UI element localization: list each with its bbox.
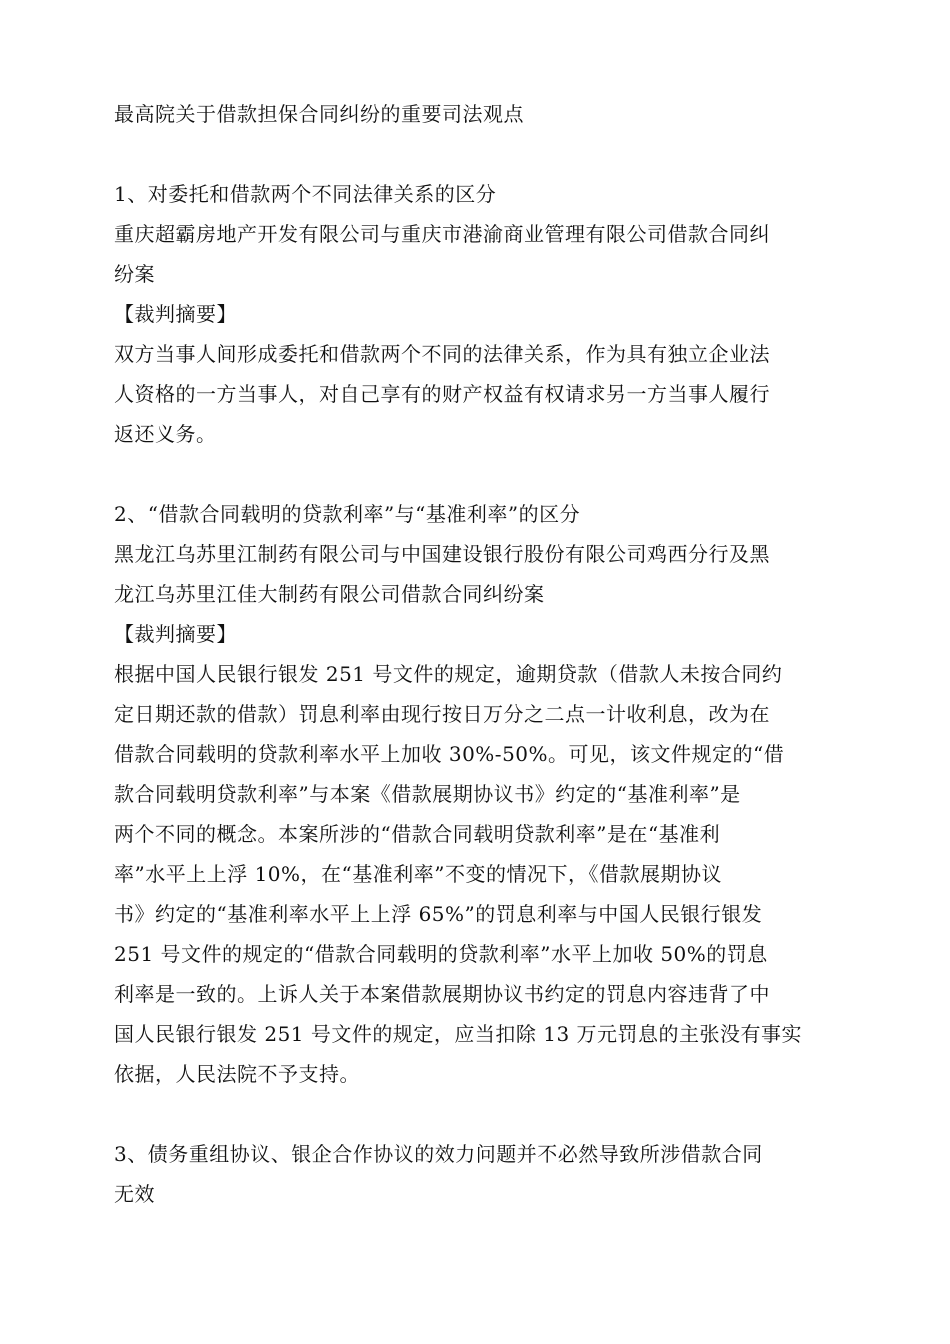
summary-label: 【裁判摘要】	[114, 302, 237, 326]
summary-line: 借款合同载明的贷款利率水平上加收 30%-50%。可见，该文件规定的“借	[114, 742, 785, 766]
section-2	[114, 494, 844, 1094]
summary-line: 依据，人民法院不予支持。	[114, 1062, 360, 1086]
summary-line: 根据中国人民银行银发 251 号文件的规定，逾期贷款（借款人未按合同约	[114, 662, 783, 686]
case-name-line: 龙江乌苏里江佳大制药有限公司借款合同纠纷案	[114, 582, 545, 606]
section-3	[114, 1134, 844, 1214]
section-1	[114, 174, 844, 454]
case-name-line: 重庆超霸房地产开发有限公司与重庆市港渝商业管理有限公司借款合同纠	[114, 222, 770, 246]
spacer	[114, 454, 844, 494]
section-heading: 2、“借款合同载明的贷款利率”与“基准利率”的区分	[114, 502, 581, 526]
summary-line: 定日期还款的借款）罚息利率由现行按日万分之二点一计收利息，改为在	[114, 702, 770, 726]
summary-line: 两个不同的概念。本案所涉的“借款合同载明贷款利率”是在“基准利	[114, 822, 721, 846]
section-heading: 无效	[114, 1182, 155, 1206]
section-heading: 3、债务重组协议、银企合作协议的效力问题并不必然导致所涉借款合同	[114, 1142, 763, 1166]
summary-line: 251 号文件的规定的“借款合同载明的贷款利率”水平上加收 50%的罚息	[114, 942, 768, 966]
spacer	[114, 1094, 844, 1134]
summary-line: 利率是一致的。上诉人关于本案借款展期协议书约定的罚息内容违背了中	[114, 982, 770, 1006]
spacer	[114, 134, 844, 174]
document-title: 最高院关于借款担保合同纠纷的重要司法观点	[114, 102, 524, 126]
section-heading: 1、对委托和借款两个不同法律关系的区分	[114, 182, 497, 206]
summary-line: 书》约定的“基准利率水平上上浮 65%”的罚息利率与中国人民银行银发	[114, 902, 763, 926]
summary-line: 人资格的一方当事人，对自己享有的财产权益有权请求另一方当事人履行	[114, 382, 770, 406]
summary-line: 国人民银行银发 251 号文件的规定，应当扣除 13 万元罚息的主张没有事实	[114, 1022, 803, 1046]
summary-label: 【裁判摘要】	[114, 622, 237, 646]
summary-line: 返还义务。	[114, 422, 217, 446]
document-page	[114, 94, 844, 1214]
case-name-line: 黑龙江乌苏里江制药有限公司与中国建设银行股份有限公司鸡西分行及黑	[114, 542, 770, 566]
summary-line: 率”水平上上浮 10%，在“基准利率”不变的情况下，《借款展期协议	[114, 862, 722, 886]
case-name-line: 纷案	[114, 262, 155, 286]
summary-line: 双方当事人间形成委托和借款两个不同的法律关系，作为具有独立企业法	[114, 342, 770, 366]
summary-line: 款合同载明贷款利率”与本案《借款展期协议书》约定的“基准利率”是	[114, 782, 741, 806]
